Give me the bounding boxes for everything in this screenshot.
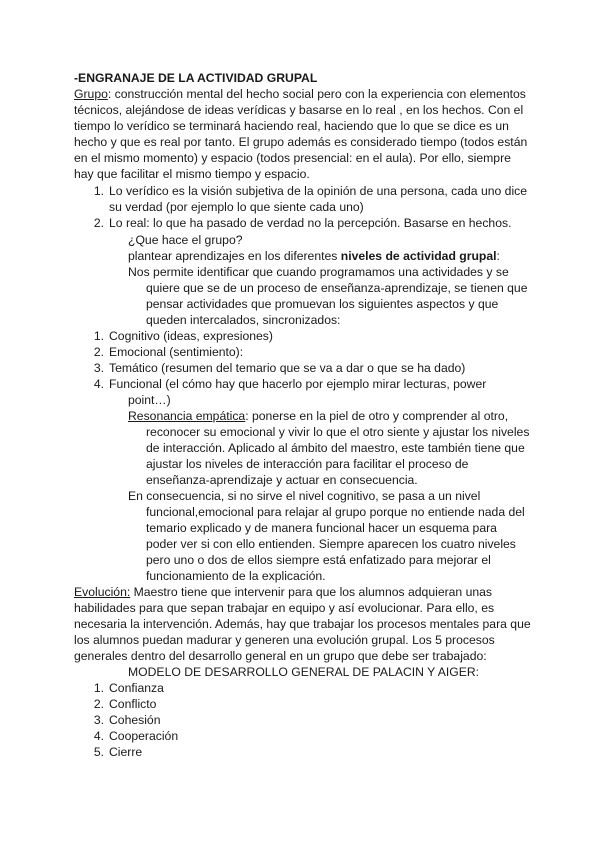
- list-item-text: point…): [128, 393, 171, 407]
- list-number: 4.: [93, 729, 104, 743]
- list-item-text: su verdad (por ejemplo lo que siente cada uno): [109, 200, 364, 214]
- list-number: 2.: [93, 697, 104, 711]
- evolucion-first-line: [74, 584, 492, 600]
- grupo-definition-start: : construcción mental del hecho social pero con la experiencia con elementos: [107, 87, 526, 101]
- paragraph-line: habilidades para que sepan trabajar en equipo y así evolucionar. Para ello, es: [74, 601, 495, 615]
- grupo-first-line: [74, 86, 526, 102]
- list-item-text: Funcional (el cómo hay que hacerlo por ejemplo mirar lecturas, power: [109, 377, 487, 391]
- list-item-text: Cierre: [109, 745, 143, 759]
- list-item-text: Conflicto: [109, 697, 157, 711]
- plantear-line: [128, 248, 500, 264]
- list-number: 3.: [93, 713, 104, 727]
- list-number: 5.: [93, 745, 104, 759]
- list-number: 2.: [93, 216, 104, 230]
- paragraph-line: tiempo lo verídico se terminará haciendo real, haciendo que lo que se dice es un: [74, 119, 509, 133]
- niveles-actividad-bold: niveles de actividad grupal: [340, 249, 497, 263]
- paragraph-line: generales dentro del desarrollo general en un grupo que debe ser trabajado:: [74, 649, 487, 663]
- paragraph-line: hay que facilitar el mismo tiempo y espacio.: [74, 167, 310, 181]
- paragraph-line: técnicos, alejándose de ideas verídicas y basarse en lo real , en los hechos. Con el: [74, 103, 524, 117]
- list-item-text: Lo real: lo que ha pasado de verdad no la percepción. Basarse en hechos.: [109, 216, 512, 230]
- list-number: 1.: [93, 681, 104, 695]
- list-number: 1.: [93, 329, 104, 343]
- list-number: 2.: [93, 345, 104, 359]
- list-item-text: Lo verídico es la visión subjetiva de la opinión de una persona, cada uno dice: [109, 184, 528, 198]
- paragraph-line: hecho y que es real por tanto. El grupo además es considerado tiempo (todos están: [74, 135, 528, 149]
- list-item-text: Cohesión: [109, 713, 161, 727]
- evolucion-definition-start: Maestro tiene que intervenir para que los alumnos adquieran unas: [130, 585, 493, 599]
- paragraph-line: enseñanza-aprendizaje y actuar en consecuencia.: [146, 473, 418, 487]
- modelo-heading: MODELO DE DESARROLLO GENERAL DE PALACIN Y AIGER:: [128, 665, 480, 679]
- paragraph-line: funcional,emocional para relajar al grupo porque no entiende nada del: [146, 505, 525, 519]
- resonancia-first-line: [128, 408, 508, 424]
- grupo-term: Grupo: [74, 87, 108, 101]
- resonancia-definition-start: : ponerse en la piel de otro y comprender al otro,: [245, 409, 509, 423]
- list-item-text: Temático (resumen del temario que se va a dar o que se ha dado): [109, 361, 466, 375]
- list-item-text: Cooperación: [109, 729, 179, 743]
- list-item-text: Confianza: [109, 681, 164, 695]
- list-number: 1.: [93, 184, 104, 198]
- paragraph-line: en el mismo momento) y espacio (todos presencial: en el aula). Por ello, siempre: [74, 151, 511, 165]
- paragraph-line: Nos permite identificar que cuando programamos una actividades y se: [128, 265, 509, 279]
- paragraph-line: pensar actividades que promuevan los siguientes aspectos y que: [146, 297, 499, 311]
- list-number: 4.: [93, 377, 104, 391]
- paragraph-line: los alumnos puedan madurar y generen una evolución grupal. Los 5 procesos: [74, 633, 495, 647]
- paragraph-line: necesaria la intervención. Además, hay que trabajar los procesos mentales para que: [74, 617, 531, 631]
- list-number: 3.: [93, 361, 104, 375]
- list-item-text: Emocional (sentimiento):: [109, 345, 244, 359]
- document-title: -ENGRANAJE DE LA ACTIVIDAD GRUPAL: [74, 71, 318, 85]
- paragraph-line: ajustar los niveles de interacción para facilitar el proceso de: [146, 457, 469, 471]
- plantear-text: plantear aprendizajes en los diferentes: [128, 249, 341, 263]
- paragraph-line: temario explicado y de manera funcional hacer un esquema para: [146, 521, 497, 535]
- paragraph-line: funcionamiento de la explicación.: [146, 569, 326, 583]
- evolucion-term: Evolución:: [74, 585, 131, 599]
- list-item-text: Cognitivo (ideas, expresiones): [109, 329, 273, 343]
- paragraph-line: de interacción. Aplicado al ámbito del maestro, este también tiene que: [146, 441, 525, 455]
- paragraph-line: reconocer su emocional y vivir lo que el otro siente y ajustar los niveles: [146, 425, 530, 439]
- resonancia-term: Resonancia empática: [128, 409, 246, 423]
- paragraph-line: En consecuencia, si no sirve el nivel cognitivo, se pasa a un nivel: [128, 489, 481, 503]
- paragraph-line: quiere que se de un proceso de enseñanza-aprendizaje, se tienen que: [146, 281, 528, 295]
- paragraph-line: poder ver si con ello entienden. Siempre aparecen los cuatro niveles: [146, 537, 516, 551]
- paragraph-line: pero uno o dos de ellos siempre está enfatizado para mejorar el: [146, 553, 491, 567]
- question-line: ¿Que hace el grupo?: [128, 233, 243, 247]
- plantear-colon: :: [496, 249, 500, 263]
- paragraph-line: queden intercalados, sincronizados:: [146, 313, 341, 327]
